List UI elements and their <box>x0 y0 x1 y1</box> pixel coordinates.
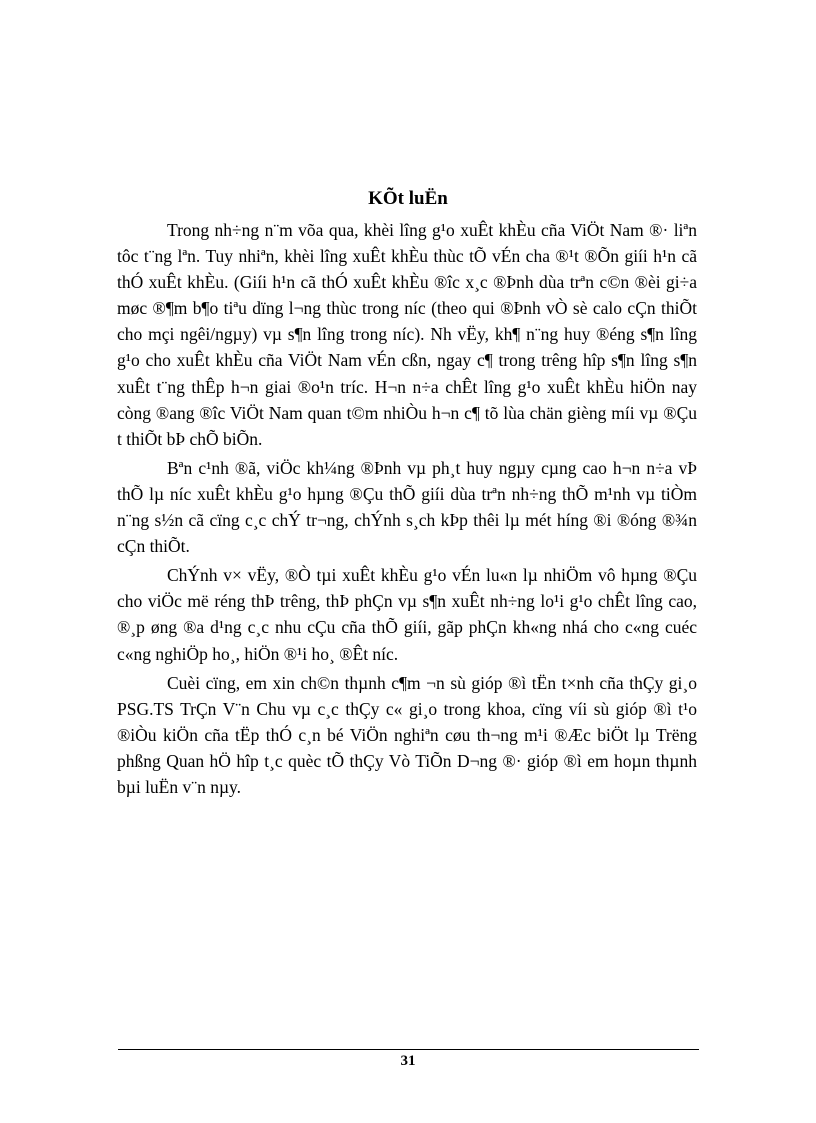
paragraph: Trong nh÷ng n¨m võa qua, khèi lîng g¹o xuÊt khÈu cña ViÖt Nam ®· liªn tôc t¨ng lªn. Tuy nhiªn, khèi lîng xuÊt khÈu thùc tÕ vÉn cha ®¹t ®Õn giíi h¹n cã thÓ xuÊt khÈu. (Giíi h¹n cã thÓ xuÊt khÈu ®îc x¸c ®Þnh dùa trªn c©n ®èi gi÷a møc ®¶m b¶o tiªu dïng l¬ng thùc trong níc (theo qui ®Þnh vÒ sè calo cÇn thiÕt cho mçi ngêi/ngµy) vµ s¶n lîng trong níc). Nh vËy, kh¶ n¨ng huy ®éng s¶n lîng g¹o cho xuÊt khÈu cña ViÖt Nam vÉn cßn, ngay c¶ trong trêng hîp s¶n lîng s¶n xuÊt t¨ng thÊp h¬n giai ®o¹n tríc. H¬n n÷a chÊt lîng g¹o xuÊt khÈu hiÖn nay còng ®ang ®îc ViÖt Nam quan t©m nhiÒu h¬n c¶ tõ lùa chän gièng míi vµ ®Çu t thiÕt bÞ chÕ biÕn. <box>117 220 697 449</box>
page-number: 31 <box>400 1053 416 1069</box>
paragraph: Bªn c¹nh ®ã, viÖc kh¼ng ®Þnh vµ ph¸t huy ngµy cµng cao h¬n n÷a vÞ thÕ lµ níc xuÊt khÈu g¹o hµng ®Çu thÕ giíi dùa trªn nh÷ng thÕ m¹nh vµ tiÒm n¨ng s½n cã cïng c¸c chÝ tr¬ng, chÝnh s¸ch kÞp thêi lµ mét híng ®i ®óng ®¾n cÇn thiÕt. <box>117 457 697 557</box>
paragraph: ChÝnh v× vËy, ®Ò tµi xuÊt khÈu g¹o vÉn lu«n lµ nhiÖm vô hµng ®Çu cho viÖc më réng thÞ trêng, thÞ phÇn vµ s¶n xuÊt nh÷ng lo¹i g¹o chÊt lîng cao, ®¸p øng ®a d¹ng c¸c nhu cÇu cña thÕ giíi, gãp phÇn kh«ng nhá cho c«ng cuéc c«ng nghiÖp ho¸, hiÖn ®¹i ho¸ ®Êt níc. <box>117 565 697 664</box>
paragraph: Cuèi cïng, em xin ch©n thµnh c¶m ¬n sù gióp ®ì tËn t×nh cña thÇy gi¸o PSG.TS TrÇn V¨n Chu vµ c¸c thÇy c« gi¸o trong khoa, cïng víi sù gióp ®ì t¹o ®iÒu kiÖn cña tËp thÓ c¸n bé ViÖn nghiªn cøu th¬ng m¹i ®Æc biÖt lµ Trëng phßng Quan hÖ hîp t¸c quèc tÕ thÇy Vò TiÕn D¬ng ®· gióp ®ì em hoµn thµnh bµi luËn v¨n nµy. <box>117 672 697 797</box>
footer-divider <box>118 1049 699 1050</box>
document-body <box>117 217 697 800</box>
page-title: KÕt luËn <box>368 188 448 209</box>
